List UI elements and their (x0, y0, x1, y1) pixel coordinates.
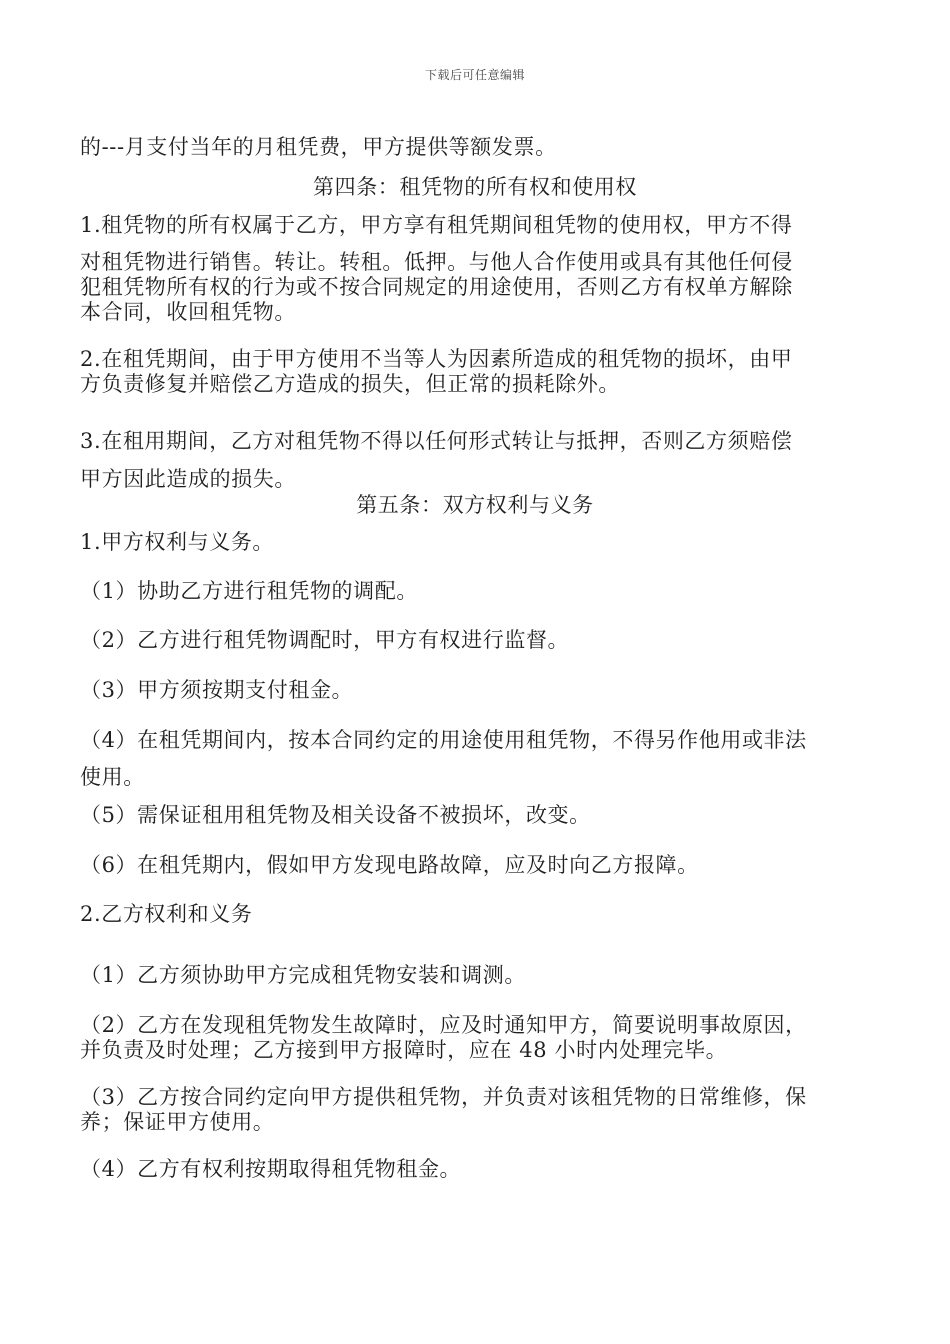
clause-2-line-1: 2.在租凭期间，由于甲方使用不当等人为因素所造成的租凭物的损坏，由甲 (80, 347, 793, 371)
page-header: 下载后可任意编辑 (424, 68, 525, 82)
clause-1-line-4: 本合同，收回租凭物。 (80, 300, 296, 324)
list-item: （3）乙方按合同约定向甲方提供租凭物，并负责对该租凭物的日常维修，保 (80, 1085, 807, 1109)
list-item: （2）乙方在发现租凭物发生故障时，应及时通知甲方，简要说明事故原因， (80, 1013, 807, 1037)
list-item-continued: 养；保证甲方使用。 (80, 1110, 275, 1134)
list-item: （6）在租凭期内，假如甲方发现电路故障，应及时向乙方报障。 (80, 853, 699, 877)
clause-2-line-2: 方负责修复并赔偿乙方造成的损失，但正常的损耗除外。 (80, 372, 620, 396)
clause-1-line-2: 对租凭物进行销售。转让。转租。低押。与他人合作使用或具有其他任何侵 (80, 250, 793, 274)
list-item: （4）在租凭期间内，按本合同约定的用途使用租凭物，不得另作他用或非法 (80, 728, 807, 752)
list-item: （3）甲方须按期支付租金。 (80, 678, 354, 702)
subsection-2-title: 2.乙方权利和义务 (80, 902, 253, 926)
clause-3-line-2: 甲方因此造成的损失。 (80, 467, 296, 491)
clause-1-line-1: 1.租凭物的所有权属于乙方，甲方享有租凭期间租凭物的使用权，甲方不得 (80, 213, 793, 237)
list-item-continued: 使用。 (80, 765, 145, 789)
body-line: 的---月支付当年的月租凭费，甲方提供等额发票。 (80, 135, 557, 159)
section-heading-4: 第四条：租凭物的所有权和使用权 (313, 175, 637, 199)
list-item: （4）乙方有权利按期取得租凭物租金。 (80, 1157, 462, 1181)
clause-3-line-1: 3.在租用期间，乙方对租凭物不得以任何形式转让与抵押，否则乙方须赔偿 (80, 429, 793, 453)
section-heading-5: 第五条：双方权利与义务 (356, 493, 594, 517)
list-item: （2）乙方进行租凭物调配时，甲方有权进行监督。 (80, 628, 570, 652)
list-item: （5）需保证租用租凭物及相关设备不被损坏，改变。 (80, 803, 591, 827)
clause-1-line-3: 犯租凭物所有权的行为或不按合同规定的用途使用，否则乙方有权单方解除 (80, 275, 793, 299)
list-item: （1）协助乙方进行租凭物的调配。 (80, 579, 418, 603)
list-item-continued: 并负责及时处理；乙方接到甲方报障时，应在 48 小时内处理完毕。 (80, 1038, 728, 1062)
subsection-1-title: 1.甲方权利与义务。 (80, 530, 275, 554)
list-item: （1）乙方须协助甲方完成租凭物安装和调测。 (80, 963, 526, 987)
